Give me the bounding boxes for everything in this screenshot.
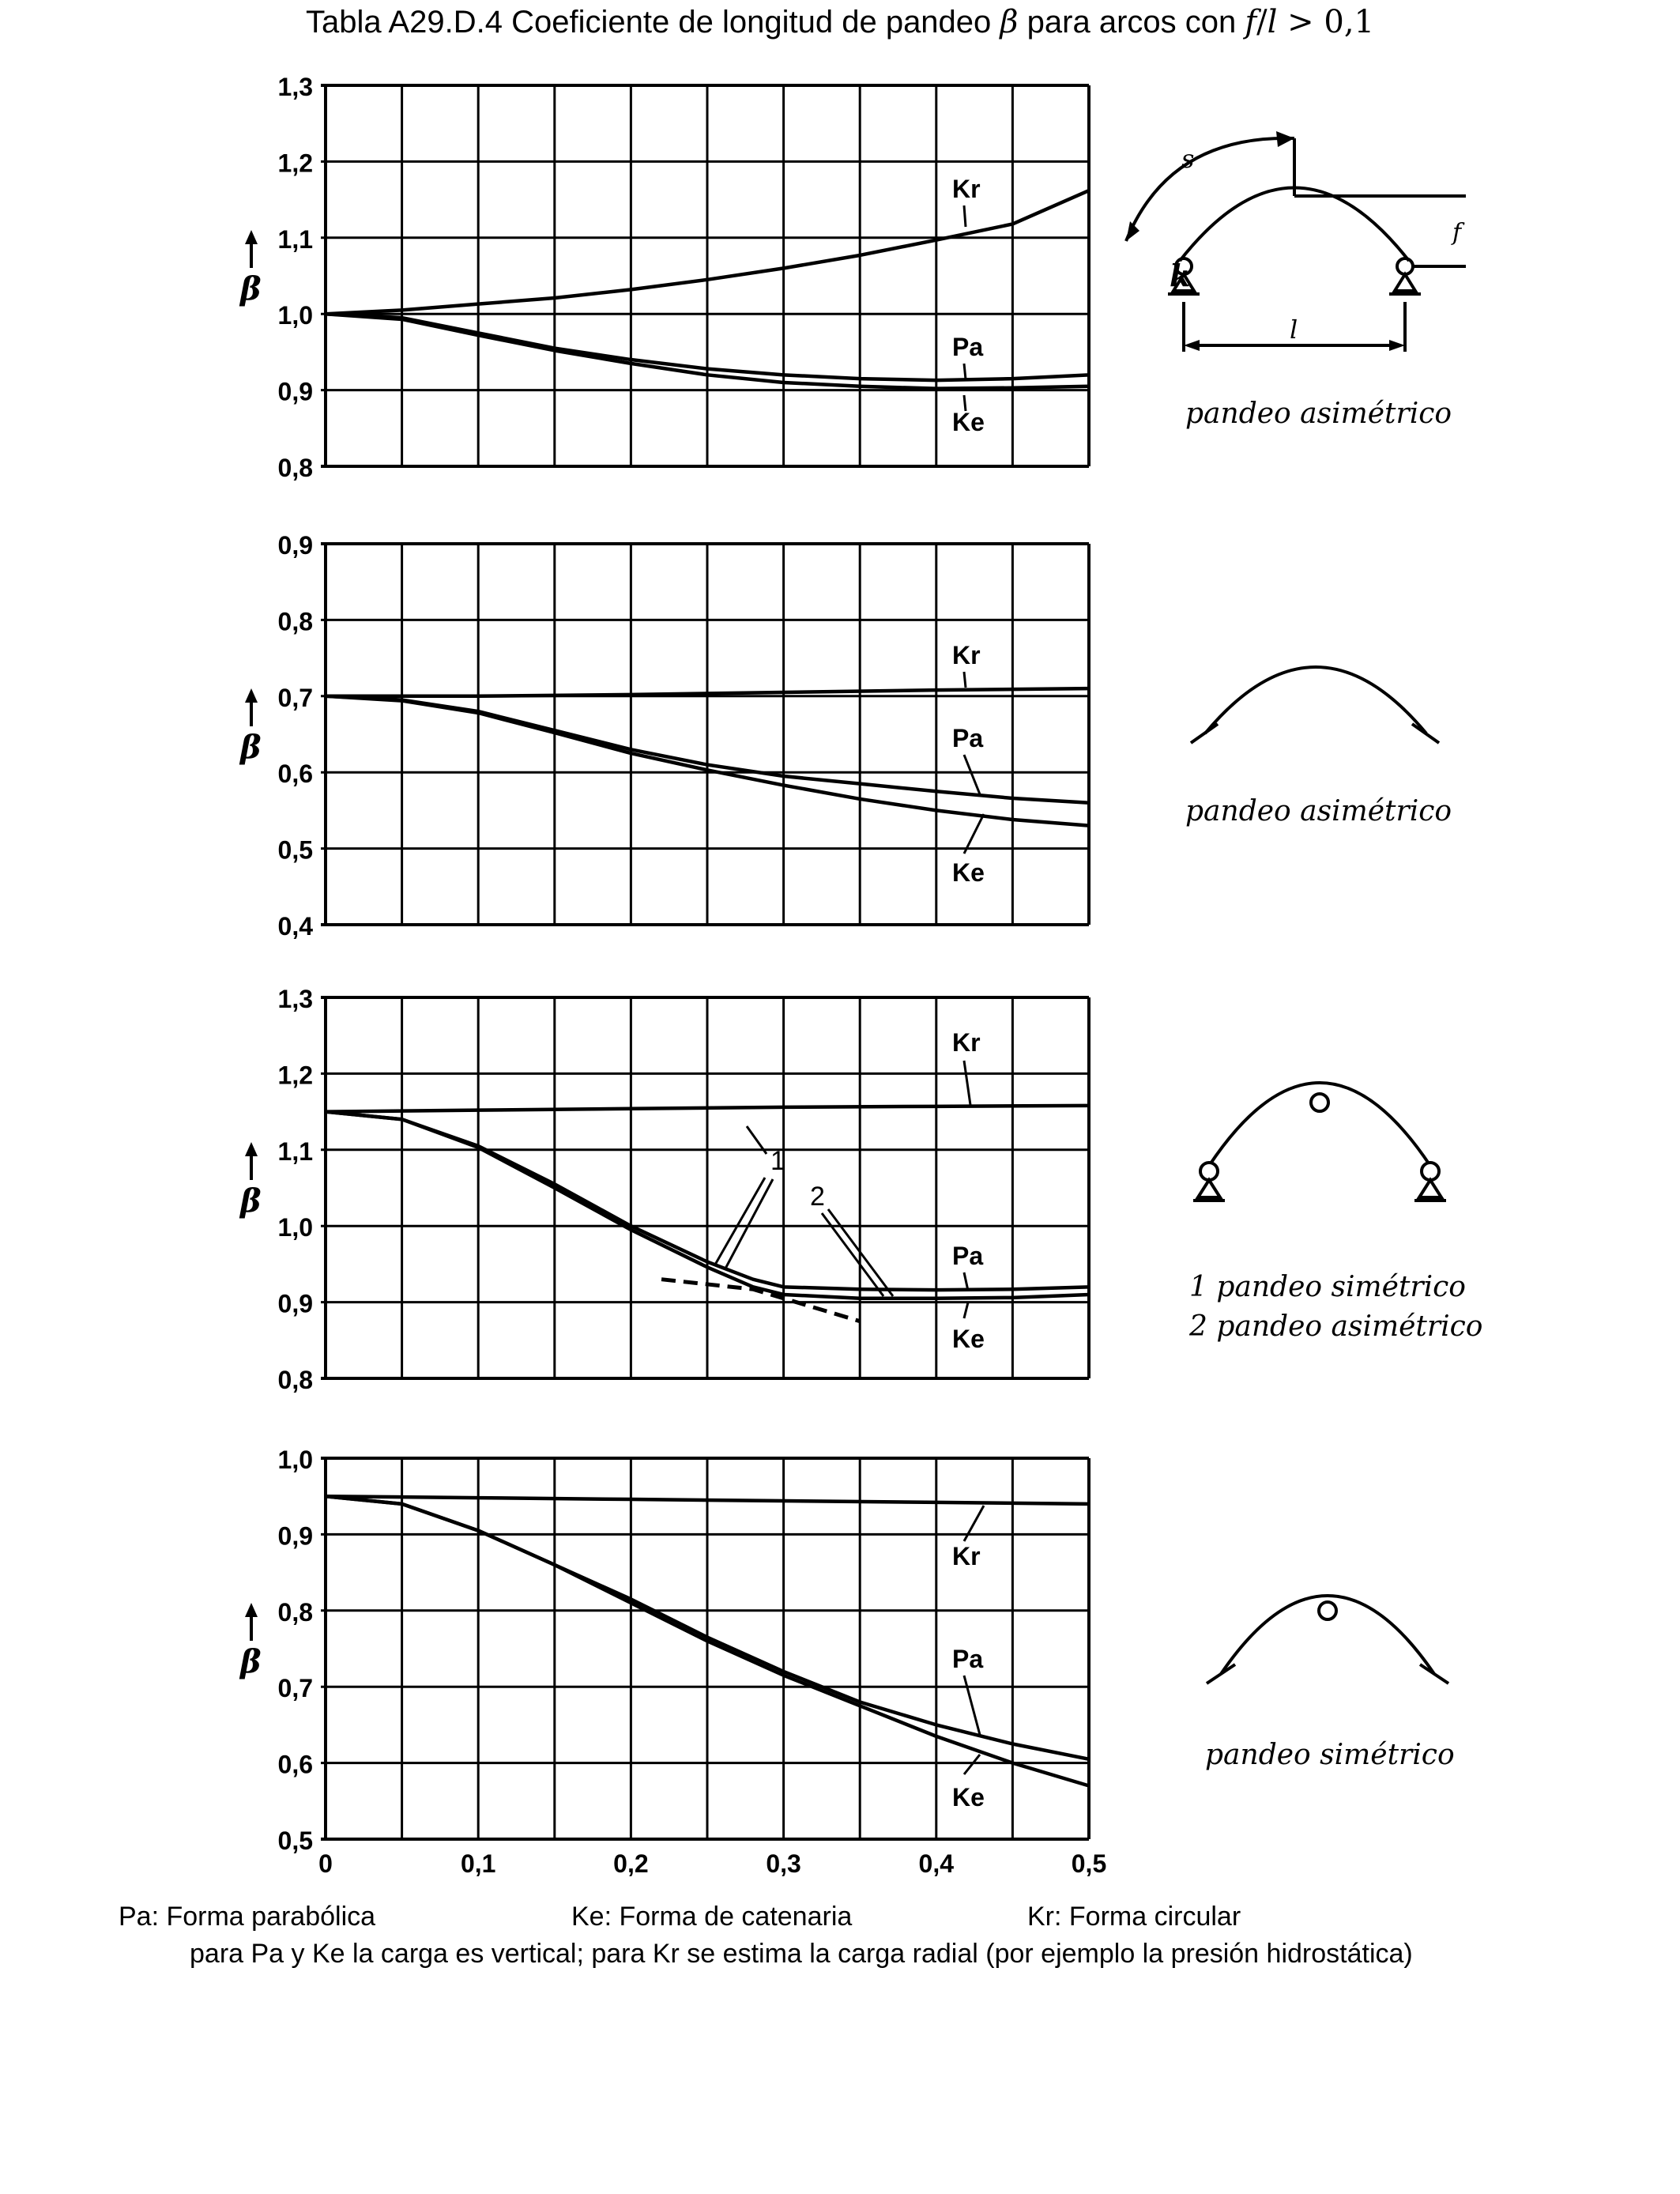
y-tick-label: 0,9 — [277, 1289, 313, 1318]
curve-label-leader — [964, 205, 966, 227]
y-tick-label: 0,7 — [277, 683, 313, 712]
arch-1-curve — [1180, 188, 1409, 262]
title-f: f — [1245, 4, 1257, 40]
charts-group — [239, 73, 1106, 1878]
fixed-end-left — [1191, 724, 1218, 743]
y-tick-label: 1,0 — [277, 1446, 313, 1474]
x-tick-label: 0,5 — [1071, 1849, 1107, 1878]
y-tick-label: 0,5 — [277, 1826, 313, 1855]
curve-label-leader — [964, 755, 980, 794]
span-arrow-right — [1389, 340, 1405, 351]
title-l: l — [1267, 4, 1278, 40]
y-tick-label: 1,2 — [277, 149, 313, 178]
support-right — [1395, 274, 1415, 291]
curve-label-ke: Ke — [952, 408, 985, 436]
y-tick-label: 1,1 — [277, 1137, 313, 1166]
label-s: s — [1181, 144, 1195, 174]
curve-label-leader — [964, 1061, 970, 1105]
chart-1 — [239, 73, 1089, 482]
curve-label-kr: Kr — [952, 1542, 981, 1570]
y-tick-label: 0,7 — [277, 1674, 313, 1703]
series-2-line — [661, 1280, 860, 1321]
y-tick-label: 0,4 — [277, 912, 313, 941]
curve-label-pa: Pa — [952, 1242, 984, 1270]
y-axis-arrow-head — [245, 1142, 258, 1156]
marker-1-leader — [725, 1179, 773, 1269]
title-prefix: Tabla A29.D.4 Coeficiente de longitud de pandeo — [305, 5, 1000, 40]
marker-1-leader — [715, 1178, 765, 1265]
y-tick-label: 0,6 — [277, 1750, 313, 1779]
y-tick-label: 0,8 — [277, 1366, 313, 1394]
arch-diagram-2 — [1191, 667, 1439, 743]
support-3-right — [1419, 1180, 1441, 1197]
y-tick-label: 1,0 — [277, 301, 313, 330]
curve-label-kr: Kr — [952, 175, 981, 203]
y-tick-label: 0,9 — [277, 531, 313, 560]
arch-2-curve — [1205, 667, 1426, 733]
y-tick-label: 0,9 — [277, 1521, 313, 1551]
curve-label-pa: Pa — [952, 1645, 984, 1673]
x-tick-label: 0,1 — [460, 1849, 496, 1878]
y-axis-beta-label: β — [240, 1643, 262, 1680]
diagram-3-caption-1: 1 pandeo simétrico — [1189, 1271, 1466, 1303]
curve-label-ke: Ke — [952, 858, 985, 887]
y-axis-arrow-head — [245, 230, 258, 244]
curve-label-kr: Kr — [952, 641, 981, 669]
curve-label-leader — [964, 1755, 980, 1774]
arch-diagram-1 — [1126, 131, 1466, 352]
arch-diagram-3 — [1193, 1083, 1446, 1201]
x-tick-label: 0,2 — [613, 1849, 649, 1878]
fixed-end-right — [1412, 724, 1439, 743]
y-axis-beta-label: β — [240, 1182, 262, 1220]
marker-2-label: 2 — [810, 1182, 825, 1212]
y-tick-label: 0,9 — [277, 377, 313, 406]
y-tick-label: 0,8 — [277, 1597, 313, 1627]
crown-hinge-3 — [1311, 1094, 1328, 1111]
y-axis-arrow-head — [245, 688, 258, 703]
y-tick-label: 1,3 — [277, 985, 313, 1013]
diagram-1-caption: pandeo asimétrico — [1185, 398, 1452, 430]
title-middle: para arcos con — [1018, 5, 1245, 40]
crown-hinge-4 — [1319, 1602, 1336, 1619]
span-arrow-left — [1184, 340, 1200, 351]
x-tick-label: 0 — [318, 1849, 333, 1878]
x-tick-label: 0,3 — [766, 1849, 801, 1878]
arrow-head-top — [1276, 131, 1294, 147]
curve-label-ke: Ke — [952, 1325, 985, 1353]
y-tick-label: 1,2 — [277, 1061, 313, 1090]
diagram-4-caption: pandeo simétrico — [1205, 1739, 1455, 1771]
y-tick-label: 0,6 — [277, 760, 313, 789]
footer-pa: Pa: Forma parabólica — [119, 1902, 376, 1932]
curve-label-kr: Kr — [952, 1028, 981, 1057]
support-3-left — [1198, 1180, 1220, 1197]
y-tick-label: 1,0 — [277, 1213, 313, 1242]
chart-3 — [239, 985, 1089, 1394]
footer-note: para Pa y Ke la carga es vertical; para Kr se estima la carga radial (por ejemplo la presión hidrostática) — [190, 1939, 1413, 1969]
marker-1-label: 1 — [770, 1146, 785, 1176]
y-axis-beta-label: β — [240, 270, 262, 307]
curve-label-leader — [964, 1302, 968, 1318]
diagram-2-caption: pandeo asimétrico — [1185, 795, 1452, 827]
y-axis-arrow-head — [245, 1603, 258, 1617]
y-tick-label: 0,5 — [277, 835, 313, 865]
footer-ke: Ke: Forma de catenaria — [571, 1902, 853, 1932]
arch-diagram-4 — [1207, 1596, 1448, 1683]
label-f: f — [1452, 219, 1462, 247]
curve-label-pa: Pa — [952, 333, 984, 361]
curve-label-pa: Pa — [952, 724, 984, 752]
y-tick-label: 1,1 — [277, 224, 313, 254]
y-tick-label: 0,8 — [277, 454, 313, 482]
label-k: k — [1170, 258, 1191, 293]
curve-label-leader — [964, 672, 966, 688]
footer-kr: Kr: Forma circular — [1027, 1902, 1241, 1932]
curve-label-leader — [964, 364, 966, 379]
x-tick-label: 0,4 — [918, 1849, 955, 1878]
diagram-3-caption-2: 2 pandeo asimétrico — [1189, 1310, 1483, 1343]
title-rel: > 0,1 — [1277, 4, 1375, 40]
chart-4 — [239, 1446, 1106, 1878]
title-beta: β — [1000, 4, 1019, 40]
curve-label-leader — [964, 1506, 984, 1541]
y-tick-label: 1,3 — [277, 73, 313, 101]
fixed-end-4-right — [1420, 1664, 1448, 1683]
y-axis-beta-label: β — [240, 729, 262, 766]
y-tick-label: 0,8 — [277, 607, 313, 636]
title-slash: / — [1256, 4, 1268, 40]
chart-2 — [239, 531, 1089, 941]
curve-label-leader — [964, 1676, 980, 1735]
curve-label-ke: Ke — [952, 1783, 985, 1811]
label-l: l — [1290, 315, 1298, 345]
fixed-end-4-left — [1207, 1664, 1235, 1683]
arrow-head-bottom — [1126, 221, 1139, 241]
